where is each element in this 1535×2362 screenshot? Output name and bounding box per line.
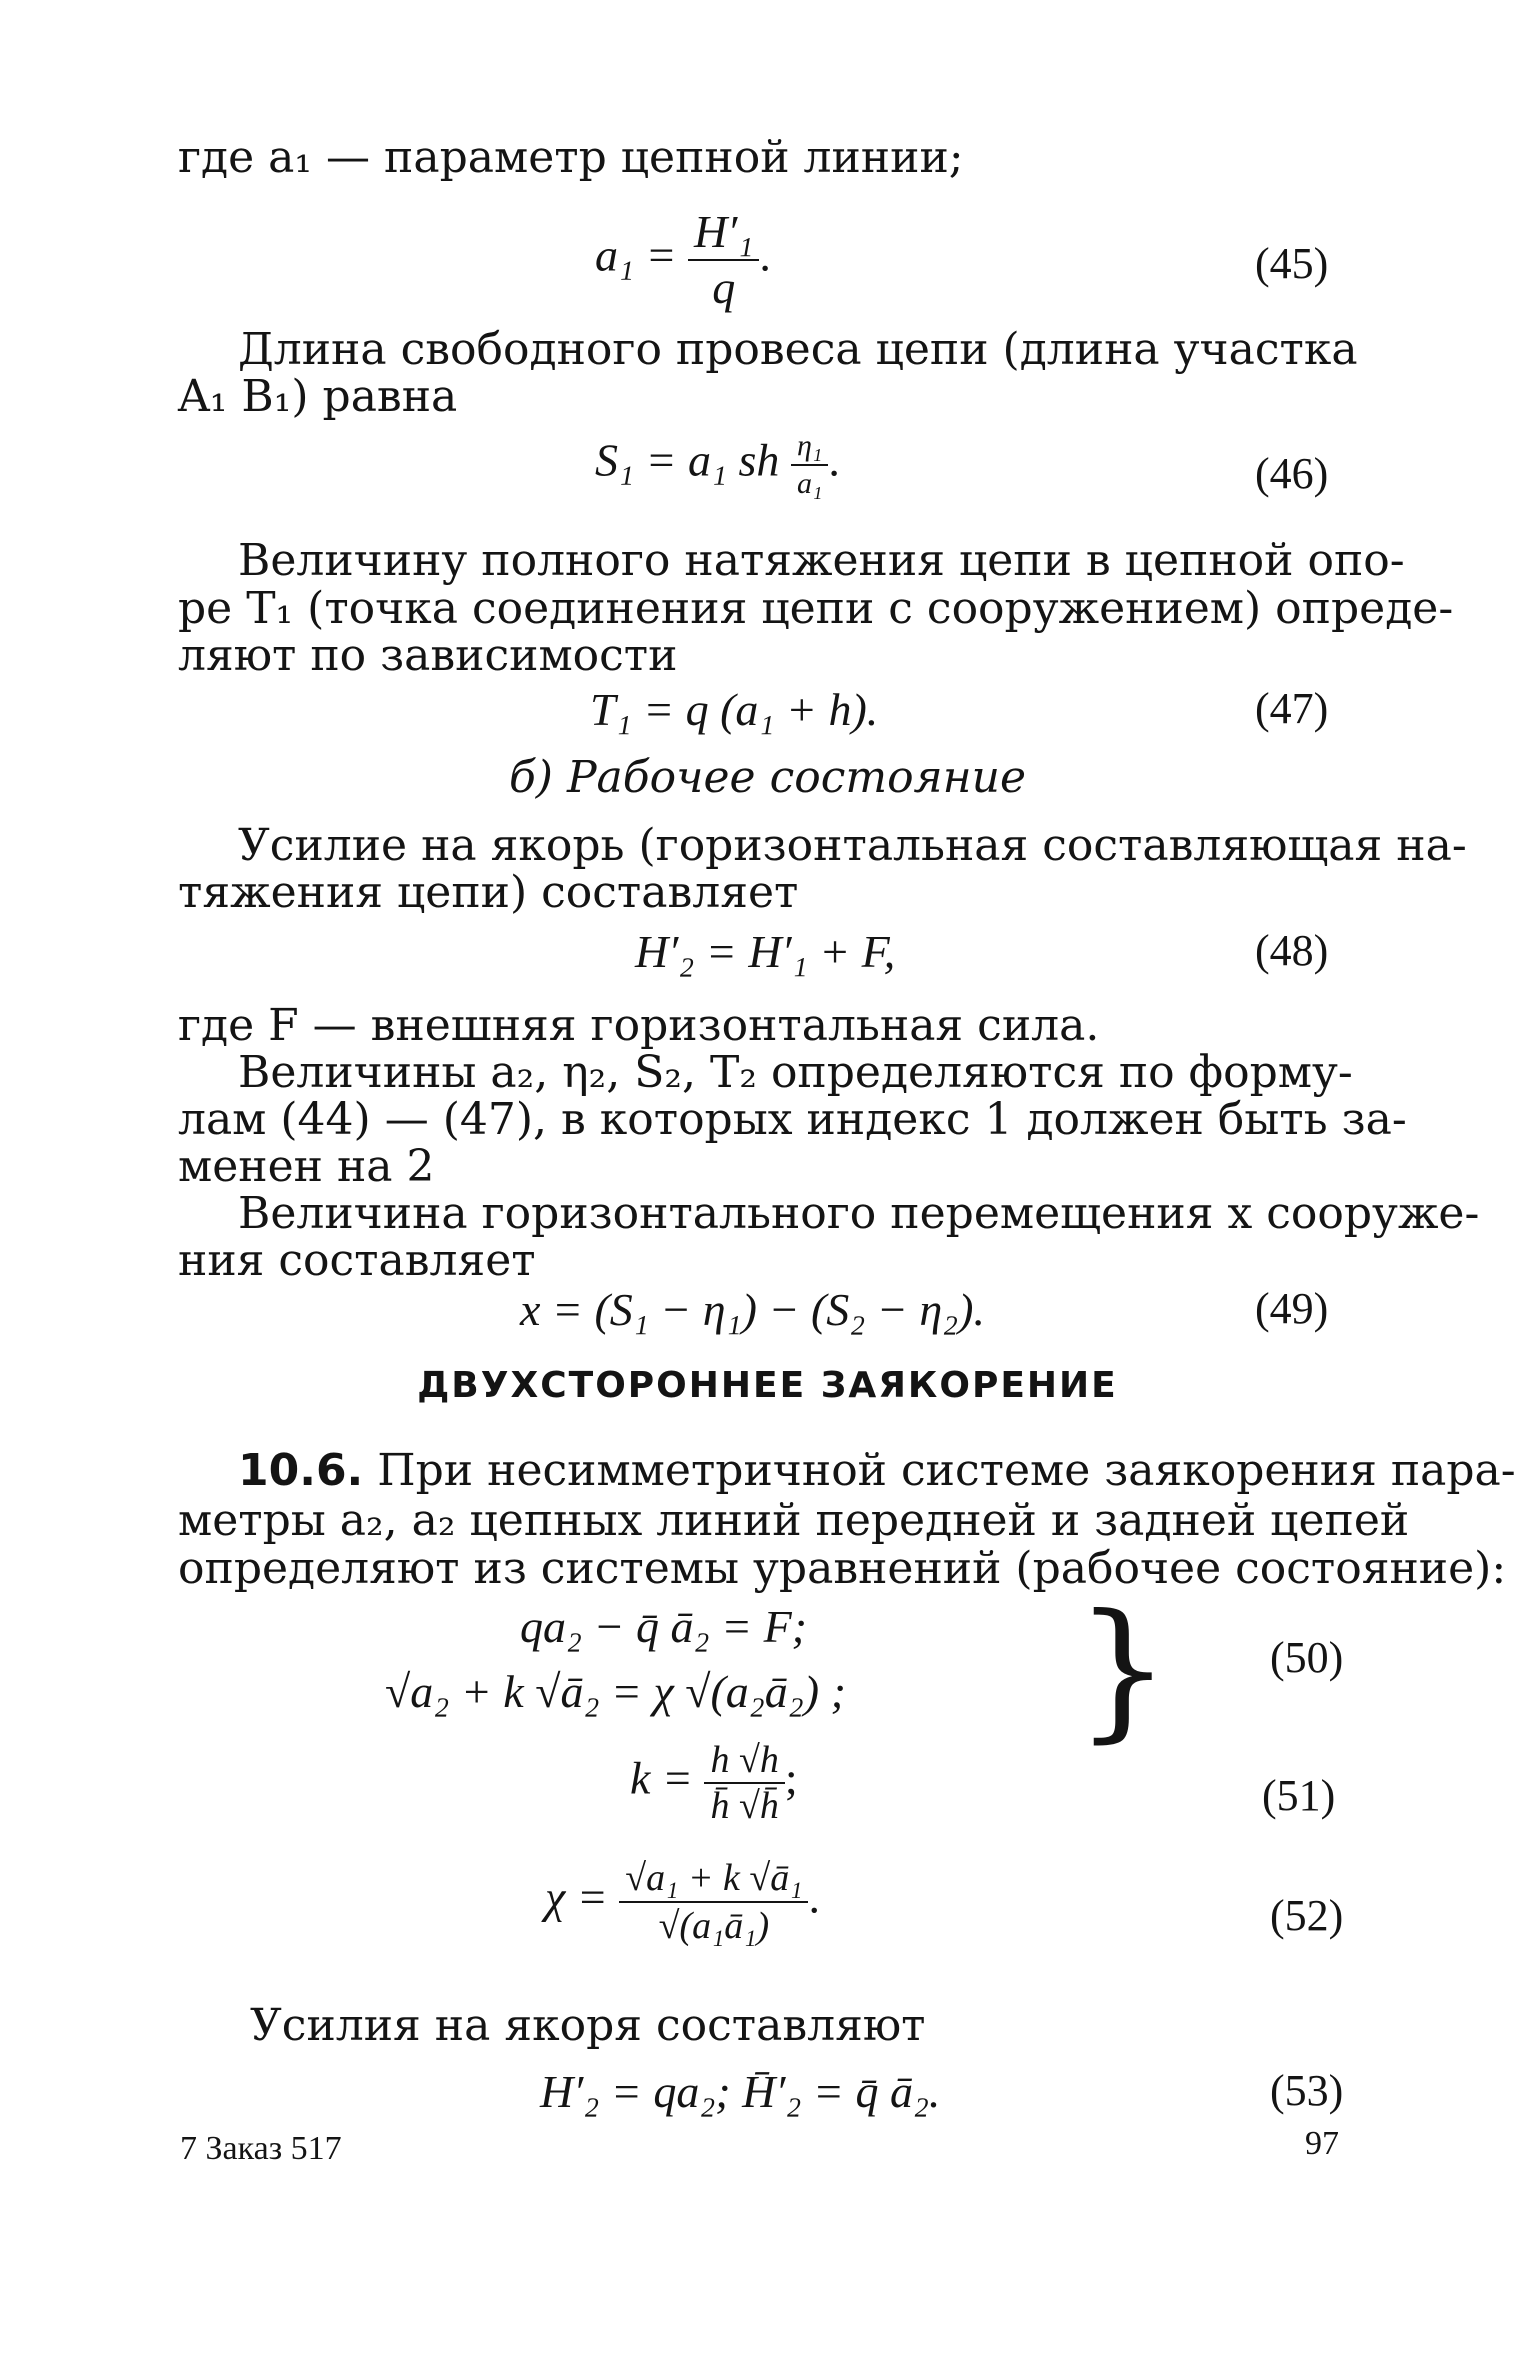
text-line: A₁ B₁) равна [178,371,458,422]
equation-number-46: (46) [1255,449,1329,498]
eq-body: √a₂ + k √ā₂ = χ √(a₂ā₂) ; [385,1666,846,1717]
text-line: Величину полного натяжения цепи в цепной опо- [238,535,1405,586]
text-line: Величина горизонтального перемещения x сооруже- [238,1188,1480,1239]
eq-tail: . [828,434,840,486]
denominator: √(a₁ā₁) [658,1905,770,1947]
text-line: менен на 2 [178,1141,435,1192]
equation-53 [540,2065,940,2119]
subsection-title: б) Рабочее состояние [508,752,1027,803]
eq-lhs: a₁ = [595,229,677,281]
eq-tail: . [808,1871,820,1923]
fraction [791,428,828,502]
text-line: ния составляет [178,1235,536,1286]
eq-tail: . [759,229,771,281]
equation-number-45: (45) [1255,239,1329,288]
fraction [688,205,759,315]
text-segment: При несимметричной системе заякорения пара- [363,1445,1516,1496]
eq-body: x = (S₁ − η₁) − (S₂ − η₂). [520,1284,985,1335]
equation-46 [595,428,840,502]
text-line: Длина свободного провеса цепи (длина участка [238,324,1358,375]
equation-45 [595,205,771,315]
equation-52 [545,1855,820,1949]
print-signature: 7 Заказ 517 [180,2130,342,2167]
text-line: тяжения цепи) составляет [178,867,799,918]
text-line: метры a₂, a₂ цепных линий передней и задней цепей [178,1495,1410,1546]
section-heading: ДВУХСТОРОННЕЕ ЗАЯКОРЕНИЕ [417,1365,1118,1406]
text-line: определяют из системы уравнений (рабочее состояние): [178,1543,1507,1594]
right-brace: } [1075,1583,1171,1757]
equation-number-51: (51) [1262,1771,1336,1820]
eq-body: qa₂ − q̄ ā₂ = F; [520,1601,807,1652]
equation-number-48: (48) [1255,926,1329,975]
text-line: где a₁ — параметр цепной линии; [178,132,964,183]
equation-51 [630,1738,798,1828]
eq-lhs: k = [630,1752,693,1804]
text-line: лам (44) — (47), в которых индекс 1 должен быть за- [178,1094,1407,1145]
eq-body: H′₂ = H′₁ + F, [635,926,896,977]
denominator: h̄ √h̄ [710,1785,779,1827]
text-line [238,1445,1516,1497]
page-number: 97 [1305,2125,1339,2162]
text-line: Усилия на якоря составляют [250,2000,926,2051]
denominator: q [712,262,736,313]
eq-lhs: S₁ = a₁ sh [595,434,780,486]
equation-47 [590,683,878,737]
paragraph-number: 10.6. [238,1445,364,1496]
text-line: Величины a₂, η₂, S₂, T₂ определяются по форму- [238,1047,1353,1098]
equation-50-line-1 [520,1600,807,1654]
equation-number-50: (50) [1270,1633,1344,1682]
equation-number-47: (47) [1255,684,1329,733]
text-line: ляют по зависимости [178,630,678,681]
eq-body: T₁ = q (a₁ + h). [590,684,879,735]
equation-49 [520,1283,985,1337]
equation-number-52: (52) [1270,1891,1344,1940]
equation-number-53: (53) [1270,2066,1344,2115]
numerator: h √h [704,1738,784,1784]
fraction [704,1738,784,1828]
denominator: a₁ [796,467,823,500]
text-line: ре T₁ (точка соединения цепи с сооружением) опреде- [178,583,1454,634]
text-line: Усилие на якорь (горизонтальная составляющая на- [238,820,1467,871]
numerator: η₁ [791,428,828,466]
eq-lhs: χ = [545,1871,608,1923]
fraction [619,1855,808,1949]
equation-48 [635,925,895,979]
eq-body: H′₂ = qa₂; H̄′₂ = q̄ ā₂. [540,2066,941,2117]
numerator: √a₁ + k √ā₁ [619,1855,808,1903]
eq-tail: ; [784,1752,798,1804]
numerator: H′₁ [688,205,759,261]
equation-number-49: (49) [1255,1284,1329,1333]
text-line: где F — внешняя горизонтальная сила. [178,1000,1100,1051]
equation-50-line-2 [385,1665,846,1719]
